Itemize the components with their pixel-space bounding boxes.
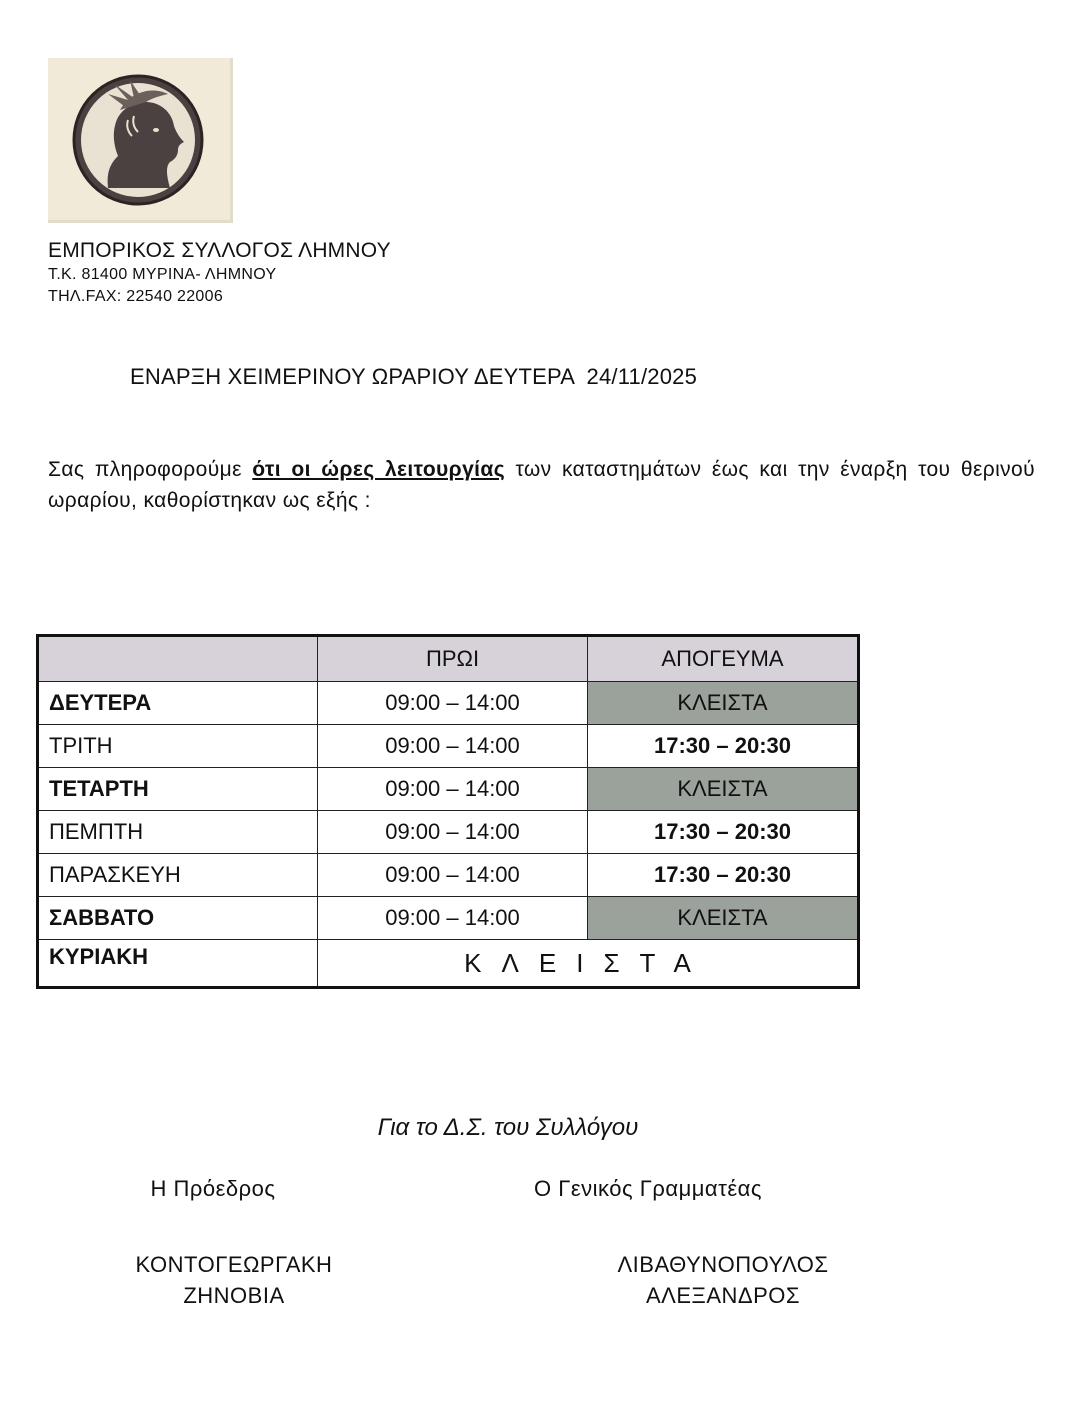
afternoon-cell: 17:30 – 20:30 [588,854,859,897]
afternoon-cell: ΚΛΕΙΣΤΑ [588,768,859,811]
day-cell: ΣΑΒΒΑΤΟ [38,897,318,940]
morning-cell: 09:00 – 14:00 [318,682,588,725]
morning-cell: 09:00 – 14:00 [318,768,588,811]
org-address: Τ.Κ. 81400 ΜΥΡΙΝΑ- ΛΗΜΝΟΥ [48,266,277,283]
opening-hours-table [36,634,860,989]
sunday-closed-cell: ΚΛΕΙΣΤΑ [318,940,859,988]
table-row [38,768,859,811]
day-cell: ΤΕΤΑΡΤΗ [38,768,318,811]
secretary-firstname: ΑΛΕΞΑΝΔΡΟΣ [646,1283,800,1308]
president-surname: ΚΟΝΤΟΓΕΩΡΓΑΚΗ [135,1252,333,1277]
president-name [100,1249,368,1311]
afternoon-cell: 17:30 – 20:30 [588,811,859,854]
afternoon-cell: ΚΛΕΙΣΤΑ [588,897,859,940]
intro-after: των καταστημάτων έως και την έναρξη του θερινού ωραρίου, καθορίστηκαν ως εξής : [48,458,1035,512]
board-signature-line: Για το Δ.Σ. του Συλλόγου [377,1114,639,1141]
day-cell: ΠΑΡΑΣΚΕΥΗ [38,854,318,897]
organization-header [48,240,391,305]
secretary-surname: ΛΙΒΑΘΥΝΟΠΟΥΛΟΣ [617,1252,829,1277]
day-cell: ΔΕΥΤΕΡΑ [38,682,318,725]
morning-cell: 09:00 – 14:00 [318,725,588,768]
table-row [38,897,859,940]
president-role: Η Πρόεδρος [150,1176,276,1201]
hermes-head-emblem [68,70,208,210]
table-row [38,811,859,854]
table-header-row [38,636,859,682]
document-title: ΕΝΑΡΞΗ ΧΕΙΜΕΡΙΝΟΥ ΩΡΑΡΙΟΥ ΔΕΥΤΕΡΑ 24/11/2025 [130,364,698,389]
day-cell: ΠΕΜΠΤΗ [38,811,318,854]
table-row [38,725,859,768]
morning-cell: 09:00 – 14:00 [318,811,588,854]
table-row-sunday [38,940,859,988]
intro-paragraph [48,454,1035,516]
intro-highlight: ότι οι ώρες λειτουργίας [252,458,506,481]
president-signature [108,1176,318,1202]
morning-cell: 09:00 – 14:00 [318,897,588,940]
org-name: ΕΜΠΟΡΙΚΟΣ ΣΥΛΛΟΓΟΣ ΛΗΜΝΟΥ [48,239,391,262]
day-cell: ΤΡΙΤΗ [38,725,318,768]
header-afternoon: ΑΠΟΓΕΥΜΑ [588,636,859,682]
secretary-signature [498,1176,798,1202]
day-cell: ΚΥΡΙΑΚΗ [38,940,318,988]
header-morning: ΠΡΩΙ [318,636,588,682]
morning-cell: 09:00 – 14:00 [318,854,588,897]
secretary-role: Ο Γενικός Γραμματέας [534,1176,762,1201]
hermes-logo [48,58,233,223]
president-firstname: ΖΗΝΟΒΙΑ [183,1283,285,1308]
intro-before: Σας πληροφορούμε [48,458,253,481]
org-phone: ΤΗΛ.FAX: 22540 22006 [48,288,224,305]
table-row [38,854,859,897]
afternoon-cell: ΚΛΕΙΣΤΑ [588,682,859,725]
header-day [38,636,318,682]
secretary-name [584,1249,862,1311]
afternoon-cell: 17:30 – 20:30 [588,725,859,768]
table-row [38,682,859,725]
